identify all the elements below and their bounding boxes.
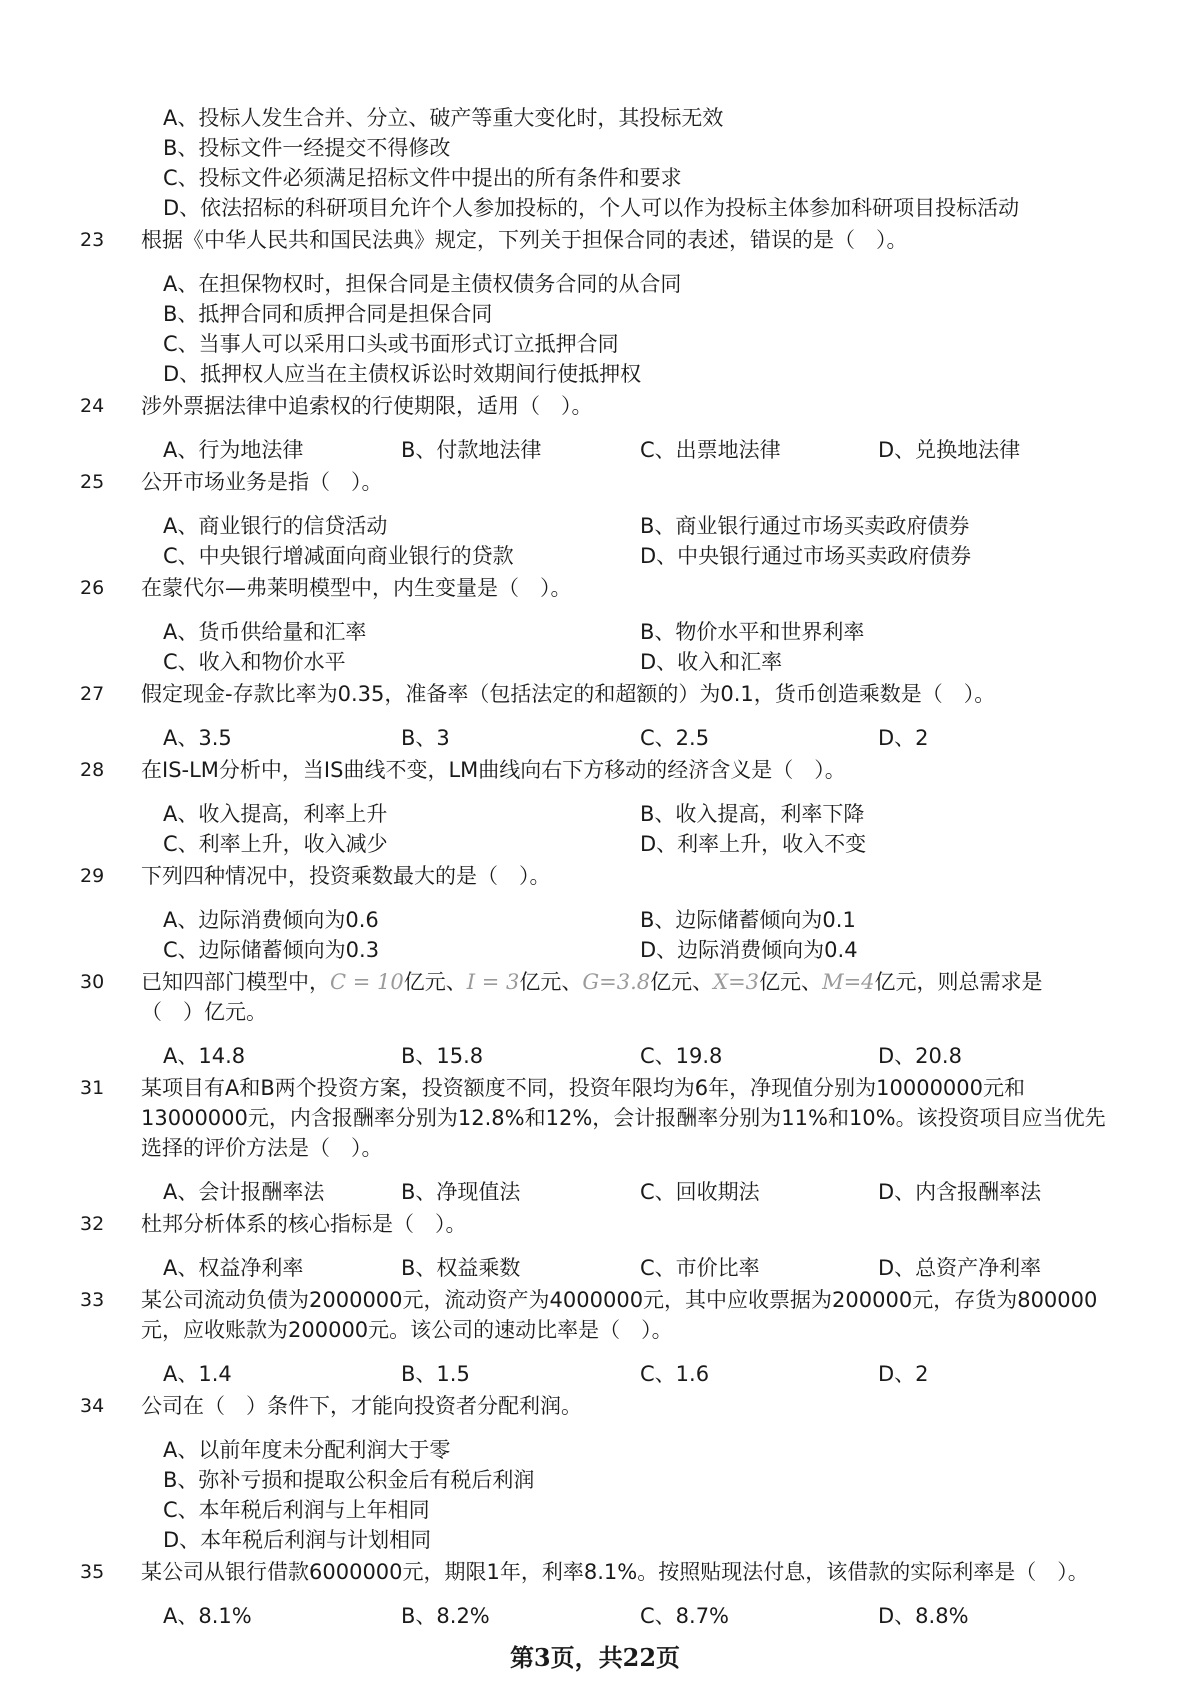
question-number: 35 (80, 1561, 105, 1583)
question-text: 某公司从银行借款6000000元，期限1年，利率8.1%。按照贴现法付息，该借款的实际利率是（ ）。 (141, 1560, 1089, 1584)
question-text: 公司在（ ）条件下，才能向投资者分配利润。 (141, 1394, 582, 1418)
math-x: X=3 (713, 970, 760, 994)
question-text: 杜邦分析体系的核心指标是（ ）。 (141, 1212, 467, 1236)
option-c: C、市价比率 (640, 1256, 760, 1280)
prev-option-c: C、投标文件必须满足招标文件中提出的所有条件和要求 (163, 166, 682, 190)
option-d: D、20.8 (878, 1044, 962, 1068)
question-number: 28 (80, 759, 105, 781)
question-number: 31 (80, 1077, 105, 1099)
option-b: B、15.8 (401, 1044, 484, 1068)
option-a: A、在担保物权时，担保合同是主债权债务合同的从合同 (163, 272, 682, 296)
option-b: B、付款地法律 (401, 438, 542, 462)
question-text: 下列四种情况中，投资乘数最大的是（ ）。 (141, 864, 551, 888)
math-m: M=4 (822, 970, 875, 994)
option-b: B、净现值法 (401, 1180, 521, 1204)
option-c: C、回收期法 (640, 1180, 760, 1204)
prev-option-d: D、依法招标的科研项目允许个人参加投标的，个人可以作为投标主体参加科研项目投标活动 (163, 196, 1020, 220)
question-number: 25 (80, 471, 105, 493)
option-b: B、1.5 (401, 1362, 470, 1386)
option-d: D、中央银行通过市场买卖政府债券 (640, 544, 972, 568)
option-d: D、收入和汇率 (640, 650, 783, 674)
option-d: D、利率上升，收入不变 (640, 832, 867, 856)
option-a: A、3.5 (163, 726, 232, 750)
option-c: C、本年税后利润与上年相同 (163, 1498, 430, 1522)
option-c: C、出票地法律 (640, 438, 781, 462)
option-c: C、8.7% (640, 1604, 730, 1628)
option-c: C、收入和物价水平 (163, 650, 346, 674)
question-text: 涉外票据法律中追索权的行使期限，适用（ ）。 (141, 394, 593, 418)
option-a: A、货币供给量和汇率 (163, 620, 367, 644)
option-a: A、收入提高，利率上升 (163, 802, 388, 826)
question-number: 30 (80, 971, 105, 993)
math-i: I = 3 (466, 970, 520, 994)
option-c: C、当事人可以采用口头或书面形式订立抵押合同 (163, 332, 619, 356)
question-number: 32 (80, 1213, 105, 1235)
option-a: A、8.1% (163, 1604, 252, 1628)
option-b: B、权益乘数 (401, 1256, 521, 1280)
option-a: A、商业银行的信贷活动 (163, 514, 388, 538)
question-text: 公开市场业务是指（ ）。 (141, 470, 383, 494)
option-d: D、内含报酬率法 (878, 1180, 1042, 1204)
question-number: 23 (80, 229, 105, 251)
question-text: 某项目有A和B两个投资方案，投资额度不同，投资年限均为6年，净现值分别为10000000元和 (141, 1076, 1026, 1100)
math-c: C = 10 (330, 970, 404, 994)
option-c: C、利率上升，收入减少 (163, 832, 388, 856)
option-d: D、边际消费倾向为0.4 (640, 938, 858, 962)
option-c: C、边际储蓄倾向为0.3 (163, 938, 380, 962)
option-a: A、以前年度未分配利润大于零 (163, 1438, 451, 1462)
prev-option-a: A、投标人发生合并、分立、破产等重大变化时，其投标无效 (163, 106, 724, 130)
question-text-continued: 选择的评价方法是（ ）。 (141, 1136, 383, 1160)
prev-option-b: B、投标文件一经提交不得修改 (163, 136, 451, 160)
option-c: C、2.5 (640, 726, 710, 750)
option-b: B、商业银行通过市场买卖政府债券 (640, 514, 970, 538)
option-a: A、14.8 (163, 1044, 246, 1068)
option-b: B、弥补亏损和提取公积金后有税后利润 (163, 1468, 535, 1492)
question-number: 33 (80, 1289, 105, 1311)
option-b: B、抵押合同和质押合同是担保合同 (163, 302, 493, 326)
option-d: D、抵押权人应当在主债权诉讼时效期间行使抵押权 (163, 362, 642, 386)
option-b: B、物价水平和世界利率 (640, 620, 865, 644)
option-c: C、1.6 (640, 1362, 710, 1386)
question-text: 在蒙代尔—弗莱明模型中，内生变量是（ ）。 (141, 576, 572, 600)
question-number: 27 (80, 683, 105, 705)
question-number: 29 (80, 865, 105, 887)
option-b: B、8.2% (401, 1604, 490, 1628)
option-a: A、会计报酬率法 (163, 1180, 325, 1204)
option-a: A、权益净利率 (163, 1256, 304, 1280)
option-b: B、边际储蓄倾向为0.1 (640, 908, 856, 932)
question-text: 已知四部门模型中，C = 10亿元、I = 3亿元、G=3.8亿元、X=3亿元、M=4亿元，则总需求是 (141, 970, 1043, 994)
question-number: 24 (80, 395, 105, 417)
option-b: B、3 (401, 726, 450, 750)
question-text: 某公司流动负债为2000000元，流动资产为4000000元，其中应收票据为200000元，存货为800000 (141, 1288, 1098, 1312)
question-number: 26 (80, 577, 105, 599)
question-text-continued: 13000000元，内含报酬率分别为12.8%和12%，会计报酬率分别为11%和10%。该投资项目应当优先 (141, 1106, 1106, 1130)
question-text: 假定现金-存款比率为0.35，准备率（包括法定的和超额的）为0.1，货币创造乘数是（ ）。 (141, 682, 996, 706)
option-a: A、边际消费倾向为0.6 (163, 908, 379, 932)
option-d: D、兑换地法律 (878, 438, 1021, 462)
page-footer: 第3页，共22页 (509, 1643, 681, 1672)
question-text-continued: （ ）亿元。 (141, 1000, 267, 1024)
option-c: C、中央银行增减面向商业银行的贷款 (163, 544, 514, 568)
option-b: B、收入提高，利率下降 (640, 802, 865, 826)
question-text: 在IS-LM分析中，当IS曲线不变，LM曲线向右下方移动的经济含义是（ ）。 (141, 758, 846, 782)
option-d: D、8.8% (878, 1604, 969, 1628)
option-d: D、总资产净利率 (878, 1256, 1042, 1280)
question-text-continued: 元，应收账款为200000元。该公司的速动比率是（ ）。 (141, 1318, 673, 1342)
option-d: D、2 (878, 726, 929, 750)
option-c: C、19.8 (640, 1044, 723, 1068)
option-d: D、2 (878, 1362, 929, 1386)
option-d: D、本年税后利润与计划相同 (163, 1528, 432, 1552)
option-a: A、行为地法律 (163, 438, 304, 462)
question-number: 34 (80, 1395, 105, 1417)
question-text: 根据《中华人民共和国民法典》规定，下列关于担保合同的表述，错误的是（ ）。 (141, 228, 908, 252)
math-g: G=3.8 (582, 970, 651, 994)
option-a: A、1.4 (163, 1362, 232, 1386)
